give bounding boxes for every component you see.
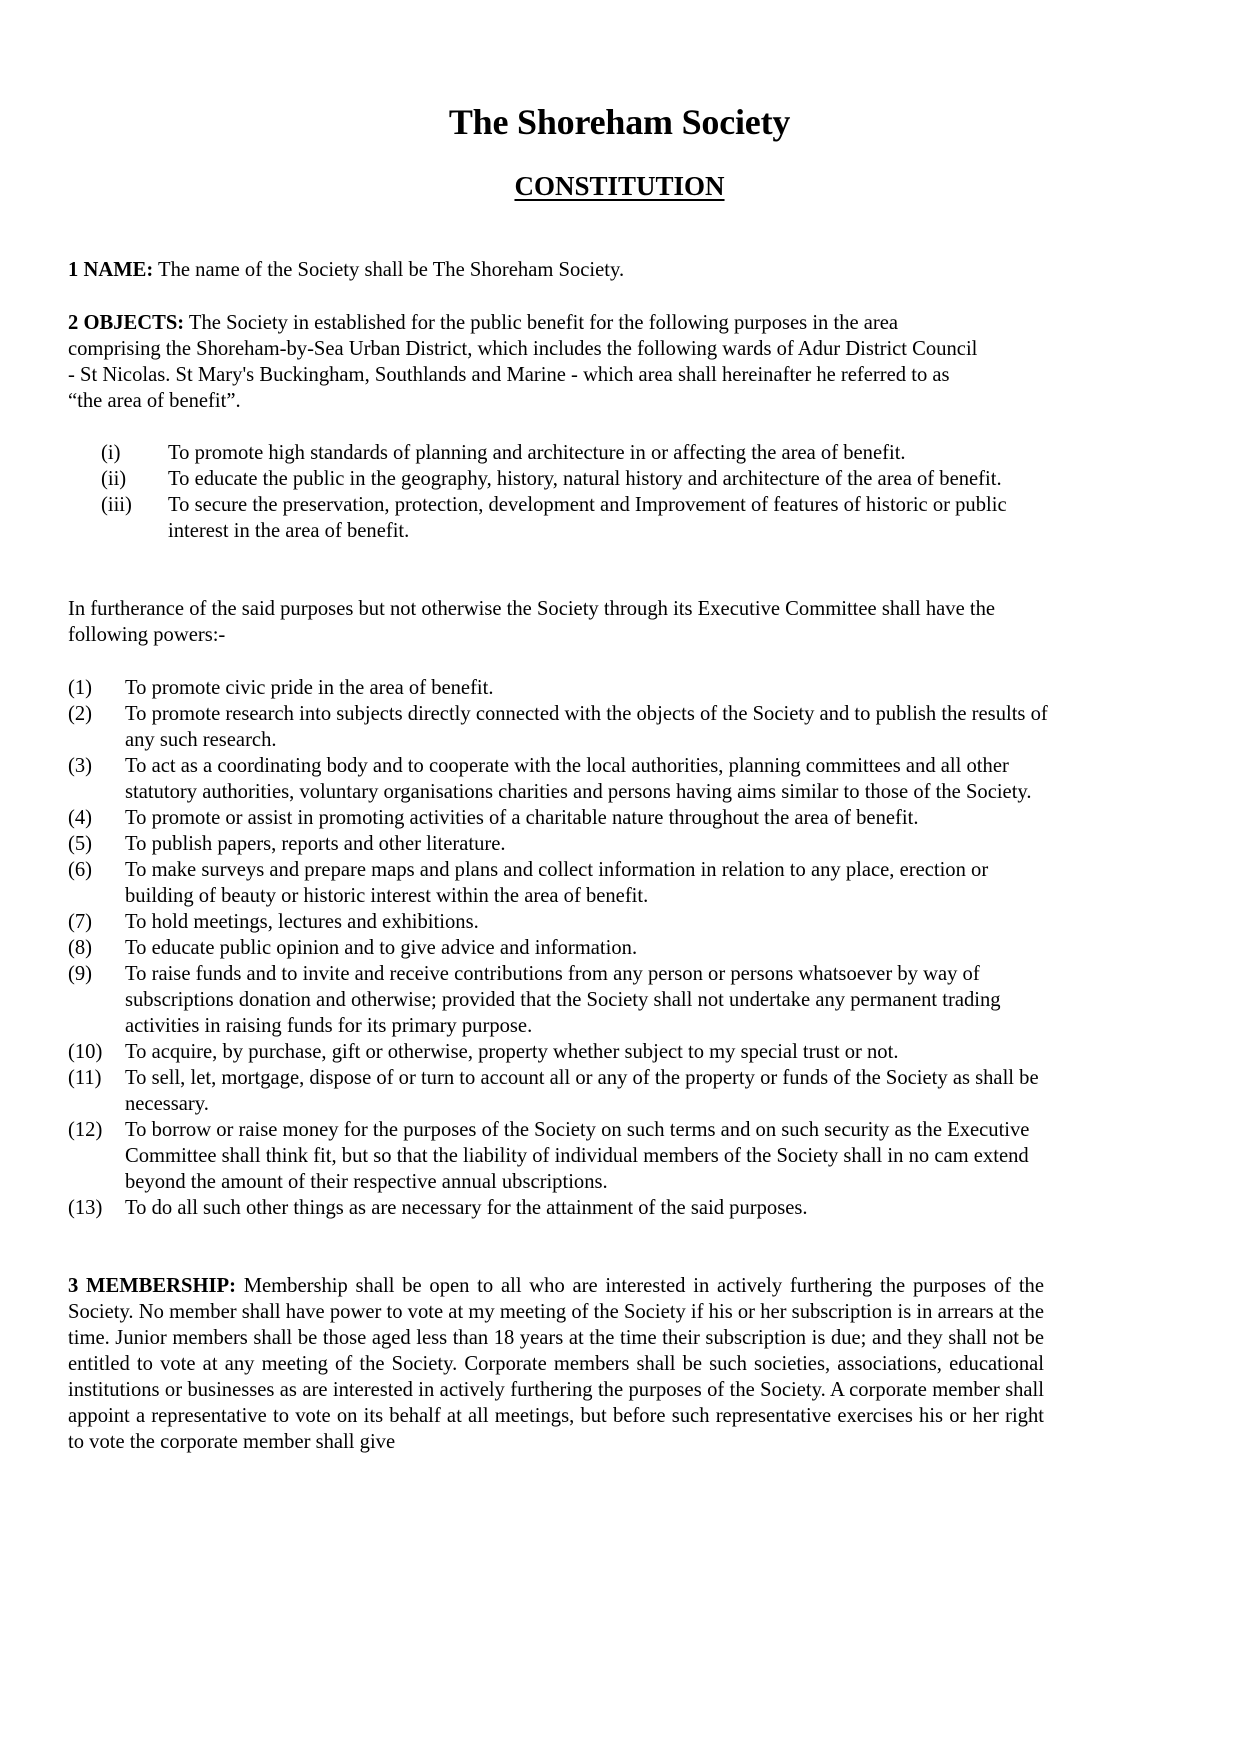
list-item	[68, 1039, 1053, 1065]
list-item	[68, 805, 1053, 831]
list-item	[68, 1117, 1053, 1195]
list-item	[68, 1195, 1053, 1221]
list-marker: (8)	[68, 937, 93, 959]
section-heading: 2 OBJECTS:	[68, 312, 185, 334]
list-item-text: To do all such other things as are necessary for the attainment of the said purposes.	[125, 1197, 808, 1219]
list-marker: (5)	[68, 833, 93, 855]
list-marker: (iii)	[101, 494, 132, 516]
list-item-text: To promote high standards of planning and architecture in or affecting the area of benefit.	[168, 442, 906, 464]
section-heading: 3 MEMBERSHIP:	[68, 1275, 236, 1297]
list-item	[68, 466, 1028, 492]
section-objects	[68, 310, 988, 414]
section-text: The name of the Society shall be The Shoreham Society.	[153, 259, 625, 281]
list-item-text: To sell, let, mortgage, dispose of or turn to account all or any of the property or funds of the Society as shall be necessary.	[125, 1067, 1039, 1115]
list-marker: (ii)	[101, 468, 127, 490]
document-title: The Shoreham Society	[448, 102, 791, 142]
section-text: The Society in established for the public benefit for the following purposes in the area comprising the Shoreham-by-Sea Urban District, which includes the following wards of Adur District Council - St Nicolas. St Mary's Buckingham, Southlands and Marine - which area shall hereinafter he referred to as “the area of benefit”.	[68, 312, 978, 412]
list-item	[68, 857, 1053, 909]
list-item-text: To hold meetings, lectures and exhibitions.	[125, 911, 479, 933]
list-item	[68, 1065, 1053, 1117]
list-item-text: To educate public opinion and to give advice and information.	[125, 937, 638, 959]
list-item	[68, 440, 1028, 466]
list-item	[68, 961, 1053, 1039]
list-item-text: To acquire, by purchase, gift or otherwise, property whether subject to my special trust or not.	[125, 1041, 899, 1063]
list-marker: (12)	[68, 1119, 103, 1141]
list-marker: (i)	[101, 442, 121, 464]
list-item	[68, 909, 1053, 935]
section-membership	[68, 1273, 1044, 1455]
list-item	[68, 675, 1053, 701]
list-marker: (2)	[68, 703, 93, 725]
objects-list	[68, 440, 1028, 544]
powers-intro: In furtherance of the said purposes but not otherwise the Society through its Executive Committee shall have the following powers:-	[68, 598, 996, 646]
section-heading: 1 NAME:	[68, 259, 154, 281]
list-item-text: To publish papers, reports and other literature.	[125, 833, 506, 855]
list-item-text: To borrow or raise money for the purposes of the Society on such terms and on such security as the Executive Committee shall think fit, but so that the liability of individual members of the Society shall in no cam extend beyond the amount of their respective annual ubscriptions.	[125, 1119, 1030, 1193]
list-item	[68, 701, 1053, 753]
list-item-text: To promote or assist in promoting activities of a charitable nature throughout the area of benefit.	[125, 807, 919, 829]
list-marker: (7)	[68, 911, 93, 933]
document-subtitle	[0, 168, 1239, 204]
list-item-text: To educate the public in the geography, history, natural history and architecture of the area of benefit.	[168, 468, 1002, 490]
list-item	[68, 753, 1053, 805]
list-marker: (3)	[68, 755, 93, 777]
list-marker: (6)	[68, 859, 93, 881]
section-text: Membership shall be open to all who are interested in actively furthering the purposes of the Society. No member shall have power to vote at my meeting of the Society if his or her subscription is in arrears at the time. Junior members shall be those aged less than 18 years at the time their subscription is due; and they shall not be entitled to vote at any meeting of the Society. Corporate members shall be such societies, associations, educational institutions or businesses as are interested in actively furthering the purposes of the Society. A corporate member shall appoint a representative to vote on its behalf at all meetings, but before such representative exercises his or her right to vote the corporate member shall give	[68, 1275, 1044, 1453]
list-item-text: To promote civic pride in the area of benefit.	[125, 677, 494, 699]
list-item	[68, 935, 1053, 961]
list-item	[68, 831, 1053, 857]
list-marker: (10)	[68, 1041, 103, 1063]
constitution-heading: CONSTITUTION	[514, 171, 725, 201]
list-item-text: To make surveys and prepare maps and plans and collect information in relation to any place, erection or building of beauty or historic interest within the area of benefit.	[125, 859, 989, 907]
list-item	[68, 492, 1028, 544]
list-marker: (1)	[68, 677, 93, 699]
list-item-text: To secure the preservation, protection, development and Improvement of features of historic or public interest in the area of benefit.	[168, 494, 1007, 542]
list-item-text: To promote research into subjects directly connected with the objects of the Society and to publish the results of any such research.	[125, 703, 1048, 751]
list-marker: (11)	[68, 1067, 102, 1089]
list-marker: (13)	[68, 1197, 103, 1219]
list-item-text: To raise funds and to invite and receive contributions from any person or persons whatsoever by way of subscriptions donation and otherwise; provided that the Society shall not undertake any permanent trading activities in raising funds for its primary purpose.	[125, 963, 1001, 1037]
list-marker: (9)	[68, 963, 93, 985]
list-item-text: To act as a coordinating body and to cooperate with the local authorities, planning committees and all other statutory authorities, voluntary organisations charities and persons having aims similar to those of the Society.	[125, 755, 1032, 803]
section-name	[68, 257, 1172, 283]
list-marker: (4)	[68, 807, 93, 829]
powers-list	[68, 675, 1053, 1221]
